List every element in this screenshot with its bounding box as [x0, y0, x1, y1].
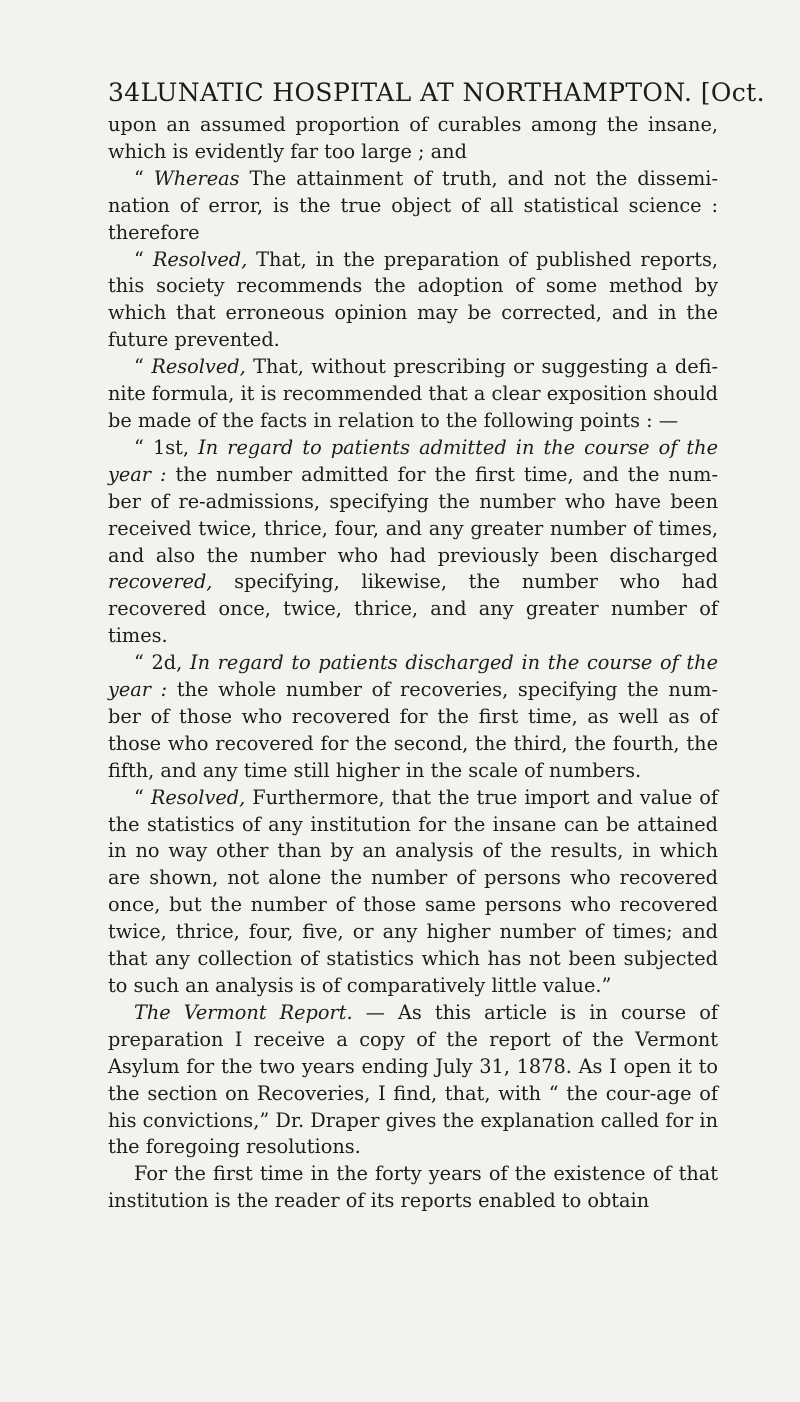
quote-open: “: [134, 355, 152, 379]
paragraph-resolved-1-text: That, in the preparation of published reports, this society recommends the adoption of some method by which that erroneous opinion may be corrected, and in the future prevented.: [108, 247, 718, 352]
paragraph-whereas: [108, 166, 718, 247]
point-heading: In regard to patients discharged in the course of the year :: [108, 651, 719, 702]
page-number: 34: [108, 78, 141, 107]
point-heading: In regard to patients admitted in the course of the year :: [108, 435, 719, 486]
recovered-term: recovered,: [108, 570, 213, 594]
running-head: [108, 78, 765, 107]
header-date: [Oct.: [700, 78, 765, 107]
quote-open: “: [134, 166, 154, 190]
paragraph-final-text: For the first time in the forty years of the existence of that institution is the reader of its reports enabled to obtain: [108, 1162, 718, 1213]
vermont-report-heading: The Vermont Report.: [134, 1000, 353, 1024]
paragraph-second-point: [108, 650, 718, 785]
paragraph-resolved-2: [108, 354, 718, 435]
point-number: “ 1st,: [134, 435, 199, 459]
point-number: “ 2d,: [134, 651, 190, 675]
paragraph-resolved-3-text: Furthermore, that the true import and value of the statistics of any institution for the insane can be attained in no way other than by an analysis of the results, in which are shown, not alone the number of persons who recovered once, but the number of those same persons who recovered twice, thrice, four, five, or any higher number of times; and that any collection of statistics which has not been subjected to such an analysis is of comparatively little value.”: [108, 785, 718, 997]
whereas-label: Whereas: [153, 166, 240, 190]
paragraph-first-point: [108, 435, 718, 650]
paragraph-whereas-text: The attainment of truth, and not the dissemi-nation of error, is the true object of all statistical science : therefore: [108, 166, 718, 244]
quote-open: “: [134, 785, 151, 809]
paragraph-final: [108, 1161, 718, 1215]
resolved-label: Resolved,: [150, 785, 246, 809]
quote-open: “: [134, 247, 153, 271]
paragraph-resolved-3: [108, 785, 718, 1000]
header-title: LUNATIC HOSPITAL AT NORTHAMPTON.: [140, 78, 693, 107]
paragraph-vermont-report: [108, 1000, 718, 1161]
paragraph-1-text: upon an assumed proportion of curables among the insane, which is evidently far too large ; and: [108, 113, 718, 163]
paragraph-resolved-1: [108, 247, 718, 355]
paragraph-first-point-text: the number admitted for the first time, and the num-ber of re-admissions, specifying the number who have been received twice, thrice, four, and any greater number of times, and also the number who had previously been discharged: [108, 462, 718, 567]
resolved-label: Resolved,: [151, 355, 246, 379]
paragraph-second-point-text: the whole number of recoveries, specifying the num-ber of those who recovered for the first time, as well as of those who recovered for the second, the third, the fourth, the fifth, and any time still higher in the scale of numbers.: [108, 678, 718, 782]
body-text: [108, 112, 718, 1215]
paragraph-first-point-text-2: specifying, likewise, the number who had recovered once, twice, thrice, and any greater number of times.: [108, 570, 718, 648]
paragraph-vermont-report-text: — As this article is in course of preparation I receive a copy of the report of the Vermont Asylum for the two years ending July 31, 1878. As I open it to the section on Recoveries, I find, that, with “ the cour-age of his convictions,” Dr. Draper gives the explanation called for in the foregoing resolutions.: [108, 1000, 718, 1159]
paragraph-resolved-2-text: That, without prescribing or suggesting a defi-nite formula, it is recommended that a clear exposition should be made of the facts in relation to the following points : —: [108, 355, 718, 432]
paragraph-1: [108, 112, 718, 166]
resolved-label: Resolved,: [152, 247, 248, 271]
